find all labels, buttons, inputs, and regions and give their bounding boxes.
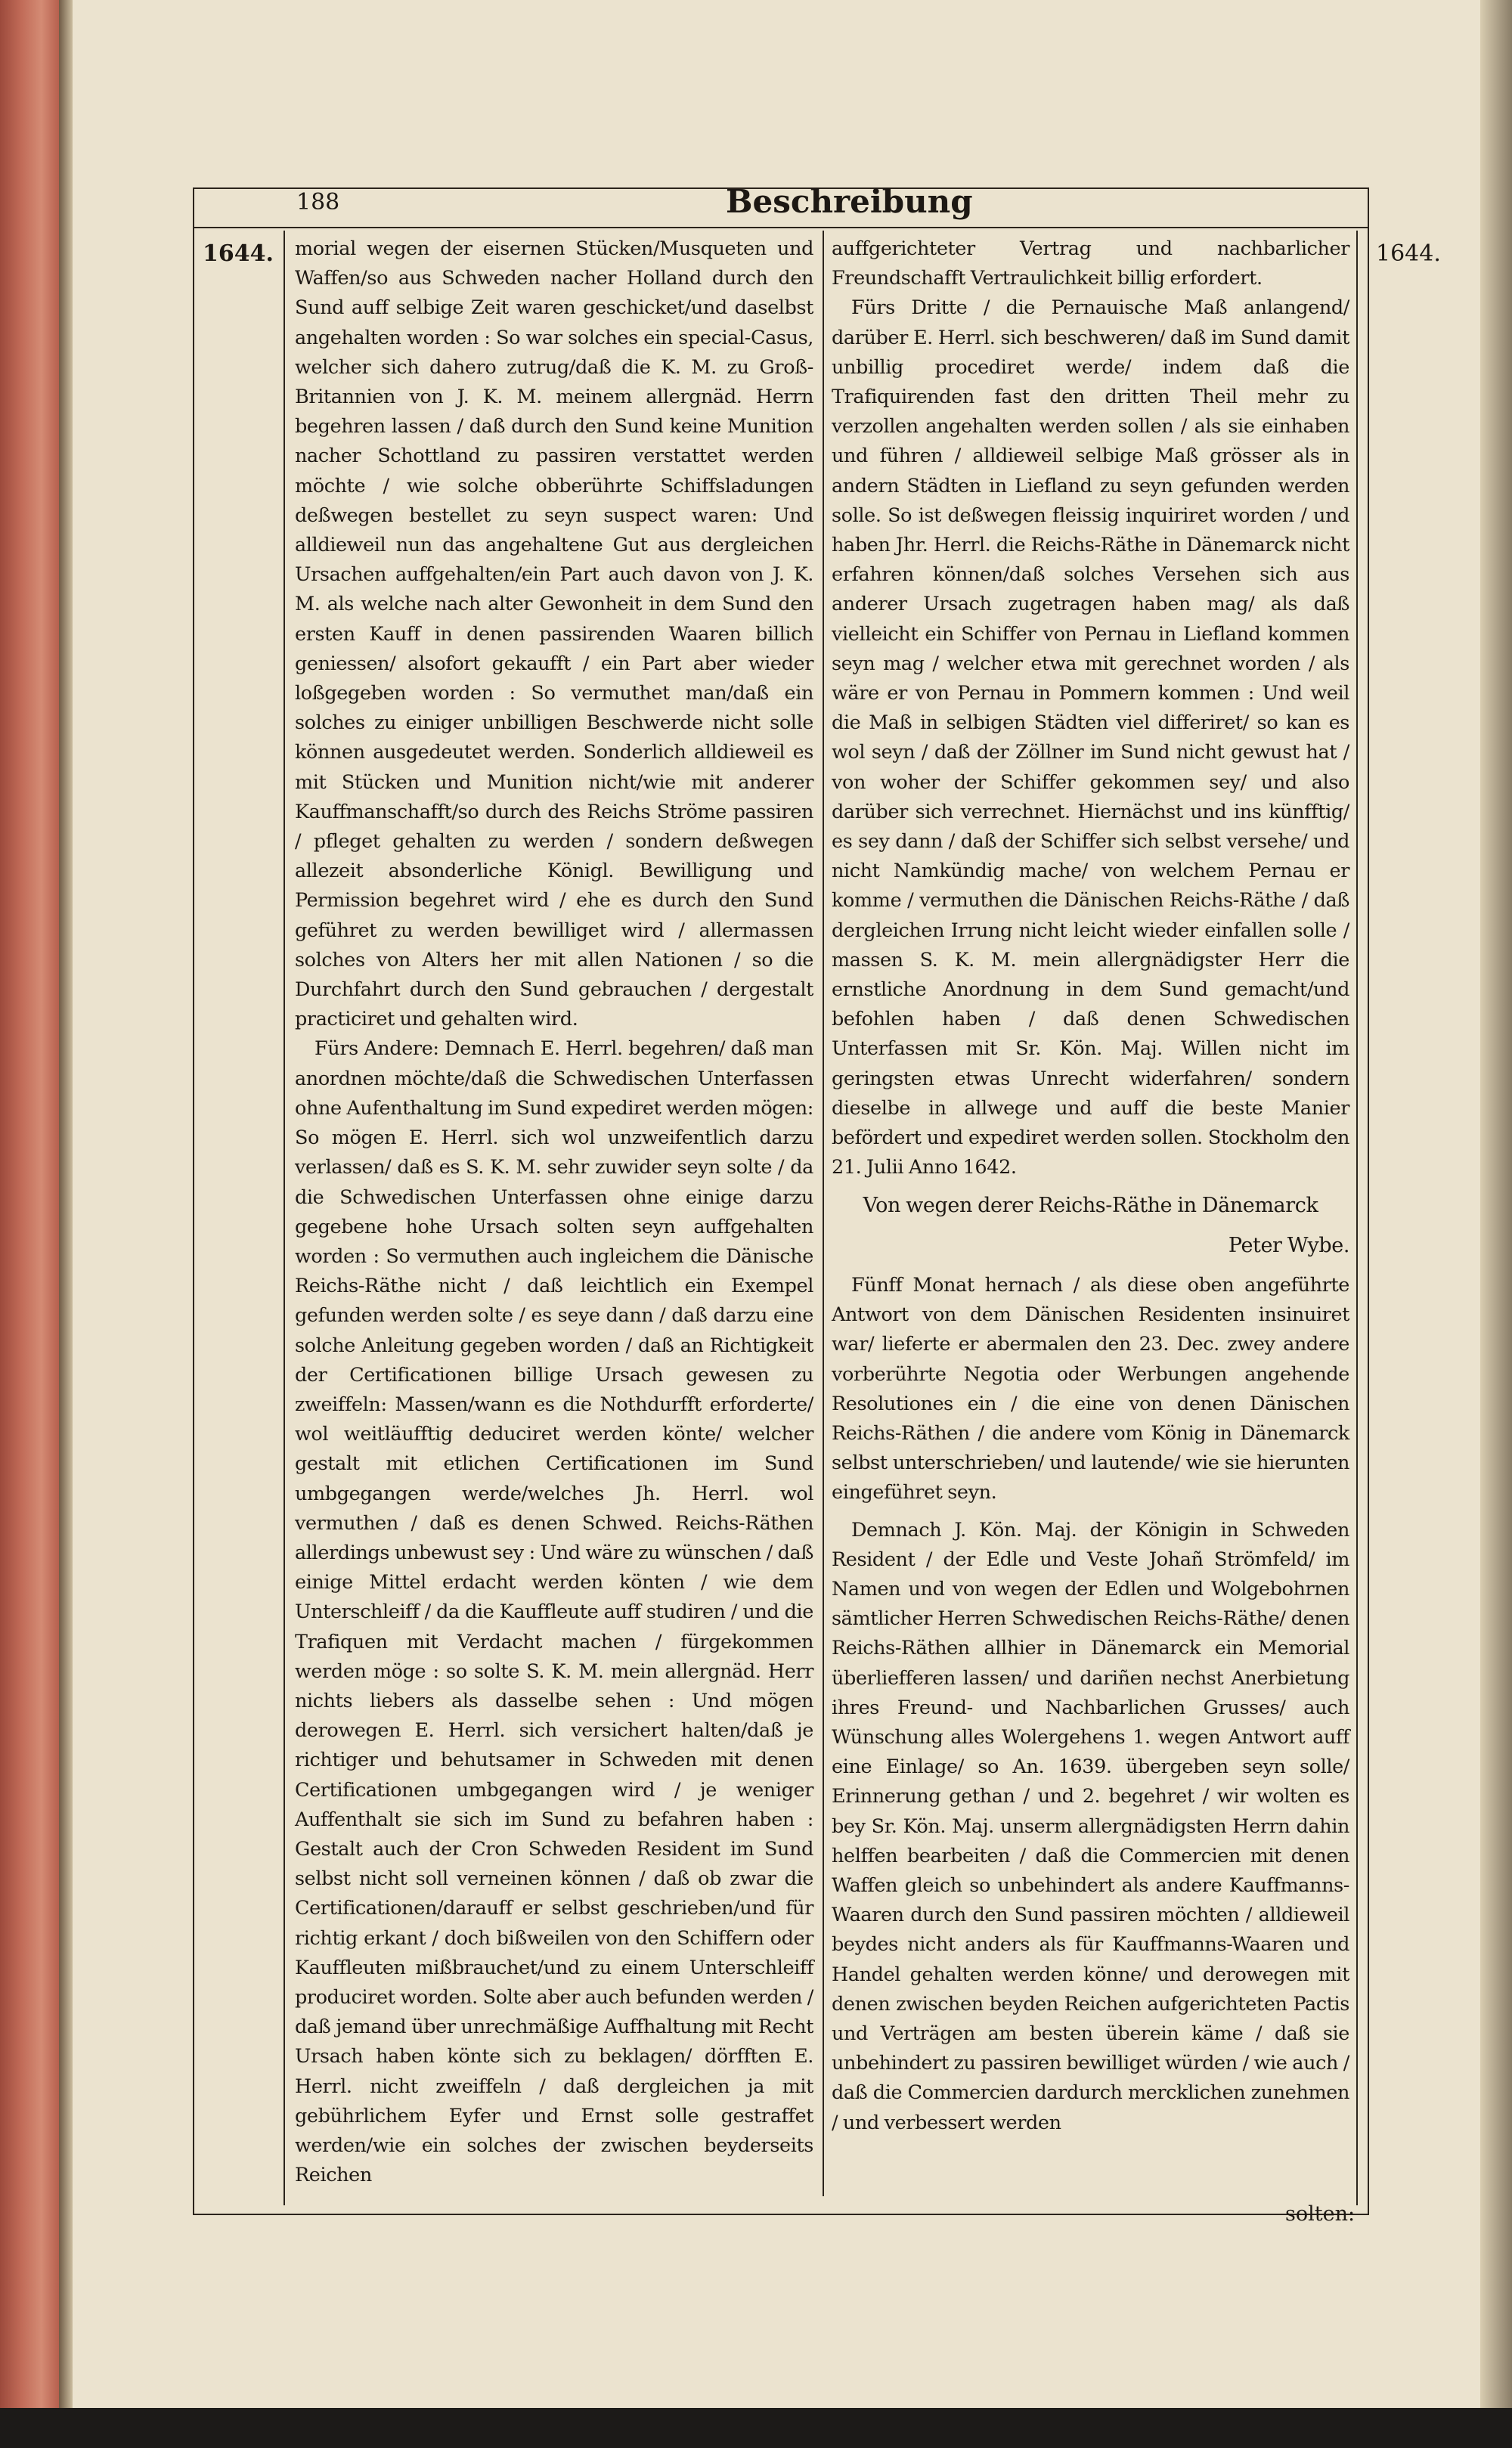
catchword: solten: [1285,2202,1356,2226]
right-paragraph-4: Demnach J. Kön. Maj. der Königin in Schweden Resident / der Edle und Veste Johañ Strömfeld/ im Namen und von wegen der Edlen und Wolgebohrnen sämtlicher Herren Schwedischen Reichs-Räthe/ denen Reichs-Räthen allhier in Dänemarck ein Memorial überliefferen lassen/ und dariñen nechst Anerbietung ihres Freund- und Nachbarlichen Grusses/ auch Wünschung alles Wolergehens 1. wegen Antwort auff eine Einlage/ so An. 1639. übergeben seyn solle/ Erinnerung gethan / und 2. begehret / wir wolten es bey Sr. Kön. Maj. unserm allergnädigsten Herrn dahin helffen bearbeiten / daß die Commercien mit denen Waffen gleich so unbehindert als andere Kauffmanns-Waaren durch den Sund passiren möchten / alldieweil beydes nicht anders als für Kauffmanns-Waaren und Handel gehalten werden könne/ und derowegen mit denen zwischen beyden Reichen aufgerichteten Pactis und Verträgen am besten überein käme / daß sie unbehindert zu passiren bewilliget würden / wie auch / daß die Commercien dardurch mercklichen zunehmen / und verbessert werden [832,1518,1349,2134]
left-paragraph-1: morial wegen der eisernen Stücken/Musqueten und Waffen/so aus Schweden nacher Holland durch den Sund auff selbige Zeit waren geschicket/und daselbst angehalten worden : So war solches ein special-Casus, welcher sich dahero zutrug/daß die K. M. zu Groß-Britannien von J. K. M. meinem allergnäd. Herrn begehren lassen / daß durch den Sund keine Munition nacher Schottland zu passiren verstattet werden möchte / wie solche obberührte Schiffsladungen deßwegen bestellet zu seyn suspect waren: Und alldieweil nun das angehaltene Gut aus dergleichen Ursachen auffgehalten/ein Part auch davon von J. K. M. als welche nach alter Gewonheit in dem Sund den ersten Kauff in denen passirenden Waaren billich geniessen/ alsofort gekaufft / ein Part aber wieder loßgegeben worden : So vermuthet man/daß ein solches zu einiger unbilligen Beschwerde nicht solle können ausgedeutet werden. Sonderlich alldieweil es mit Stücken und Munition nicht/wie mit anderer Kauffmanschafft/so durch des Reichs Ströme passiren / pfleget gehalten zu werden / sondern deßwegen allezeit absonderliche Königl. Bewilligung und Permission begehret wird / ehe es durch den Sund geführet zu werden bewilliget wird / allermassen solches von Alters her mit allen Nationen / so die Durchfahrt durch den Sund gebrauchen / dergestalt practiciret und gehalten wird. [295,237,813,1031]
column-divider [823,231,824,2196]
margin-year-left: 1644. [203,240,274,267]
section-heading: Von wegen derer Reichs-Räthe in Dänemarck [863,1193,1318,1217]
book-page-edges [0,0,59,2448]
right-paragraph-1: auffgerichteter Vertrag und nachbarlicher Freundschafft Vertraulichkeit billig erfordert. [832,237,1349,290]
scan-bottom-border [0,2408,1512,2448]
signature: Peter Wybe. [1228,1233,1349,1257]
running-head: Beschreibung [726,183,973,220]
margin-rule-right [1356,231,1358,2205]
left-paragraph-2: Fürs Andere: Demnach E. Herrl. begehren/ daß man anordnen möchte/daß die Schwedischen Unterfassen ohne Aufenthaltung im Sund expediret werden mögen: So mögen E. Herrl. sich wol unzweifentlich darzu verlassen/ daß es S. K. M. sehr zuwider seyn solte / da die Schwedischen Unterfassen ohne einige darzu gegebene hohe Ursach solten seyn auffgehalten worden : So vermuthen auch ingleichem die Dänische Reichs-Räthe nicht / daß leichtlich ein Exempel gefunden werden solte / es seye dann / daß darzu eine solche Anleitung gegeben worden / daß an Richtigkeit der Certificationen billige Ursach gewesen zu zweiffeln: Massen/wann es die Nothdurfft erforderte/ wol weitläufftig deduciret werden könte/ welcher gestalt mit etlichen Certificationen im Sund umbgegangen werde/welches Jh. Herrl. wol vermuthen / daß es denen Schwed. Reichs-Räthen allerdings unbewust sey : Und wäre zu wünschen / daß einige Mittel erdacht werden könten / wie dem Unterschleiff / da die Kauffleute auff studiren / und die Trafiquen mit Verdacht machen / fürgekommen werden möge : so solte S. K. M. mein allergnäd. Herr nichts liebers als dasselbe sehen : Und mögen derowegen E. Herrl. sich versichert halten/daß je richtiger und behutsamer in Schweden mit denen Certificationen umbgegangen wird / je weniger Auffenthalt sie sich im Sund zu befahren haben : Gestalt auch der Cron Schweden Resident im Sund selbst nicht soll verneinen können / daß ob zwar die Certificationen/darauff er selbst geschrieben/und für richtig erkant / doch bißweilen von den Schiffern oder Kauffleuten mißbrauchet/und zu einem Unterschleiff produciret worden. Solte aber auch befunden werden / daß jemand über unrechmäßige Auffhaltung mit Recht Ursach haben könte sich zu beklagen/ dörfften E. Herrl. nicht zweiffeln / daß dergleichen ja mit gebührlichem Eyfer und Ernst solle gestraffet werden/wie ein solches der zwischen beyderseits Reichen [295,1037,813,2187]
left-column [295,234,813,2190]
page-right-edge [1480,0,1512,2408]
right-paragraph-3: Fünff Monat hernach / als diese oben angeführte Antwort von dem Dänischen Residenten insinuiret war/ lieferte er abermalen den 23. Dec. zwey andere vorberührte Negotia oder Werbungen angehende Resolutiones ein / die eine von denen Dänischen Reichs-Räthen / die andere vom König in Dänemarck selbst unterschrieben/ und lautende/ wie sie hierunten eingeführet seyn. [832,1273,1349,1504]
book-binding [59,0,73,2448]
margin-year-right: 1644. [1376,240,1441,267]
page-number: 188 [296,189,340,215]
right-column [832,234,1349,2138]
right-paragraph-2: Fürs Dritte / die Pernauische Maß anlangend/ darüber E. Herrl. sich beschweren/ daß im Sund damit unbillig procediret werde/ indem daß die Trafiquirenden fast den dritten Theil mehr zu verzollen angehalten werden sollen / als sie einhaben und führen / alldieweil selbige Maß grösser als in andern Städten in Liefland zu seyn gefunden werden solle. So ist deßwegen fleissig inquiriret worden / und haben Jhr. Herrl. die Reichs-Räthe in Dänemarck nicht erfahren können/daß solches Versehen sich aus anderer Ursach zugetragen haben mag/ als daß vielleicht ein Schiffer von Pernau in Liefland kommen seyn mag / welcher etwa mit gerechnet worden / als wäre er von Pernau in Pommern kommen : Und weil die Maß in selbigen Städten viel differiret/ so kan es wol seyn / daß der Zöllner im Sund nicht gewust hat / von woher der Schiffer gekommen sey/ und also darüber sich verrechnet. Hiernächst und ins künfftig/ es sey dann / daß der Schiffer sich selbst versehe/ und nicht Namkündig mache/ von welchem Pernau er komme / vermuthen die Dänischen Reichs-Räthe / daß dergleichen Irrung nicht leicht wieder einfallen solle / massen S. K. M. mein allergnädigster Herr die ernstliche Anordnung in dem Sund gemacht/und befohlen haben / daß denen Schwedischen Unterfassen mit Sr. Kön. Maj. Willen nicht im geringsten etwas Unrecht widerfahren/ sondern dieselbe in allwege und auff die beste Manier befördert und expediret werden sollen. Stockholm den 21. Julii Anno 1642. [832,296,1349,1179]
header-rule [193,227,1368,228]
